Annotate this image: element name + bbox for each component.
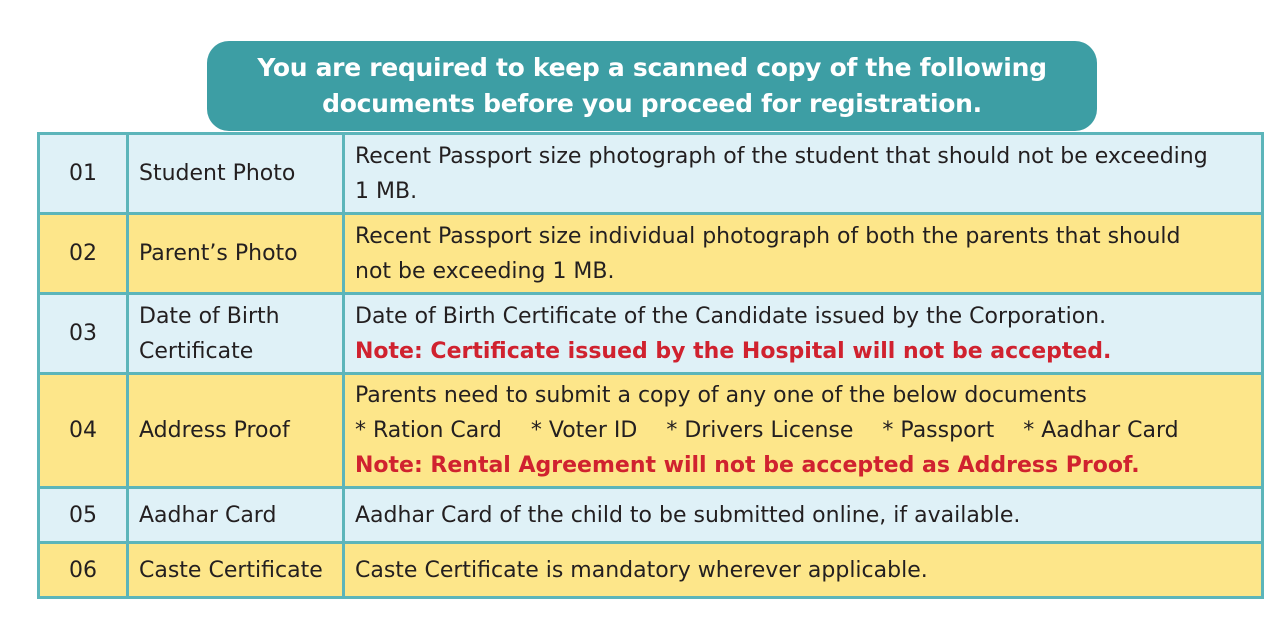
document-name-line: Date of Birth <box>139 303 280 329</box>
document-description <box>344 134 1263 214</box>
table-row <box>39 543 1263 598</box>
description-line: Parents need to submit a copy of any one of the below documents <box>355 383 1087 408</box>
table-row <box>39 488 1263 543</box>
description-line: Recent Passport size individual photograph of both the parents that should <box>355 223 1181 249</box>
header-line-1: You are required to keep a scanned copy of the following <box>257 53 1047 82</box>
header-banner <box>207 41 1097 131</box>
row-number: 04 <box>39 374 128 488</box>
description-line: Date of Birth Certificate of the Candidate issued by the Corporation. <box>355 303 1107 329</box>
accepted-document-item: * Passport <box>882 418 995 443</box>
table-row <box>39 294 1263 374</box>
document-name: Student Photo <box>128 134 344 214</box>
description-line: not be exceeding 1 MB. <box>355 258 615 284</box>
accepted-document-item: * Drivers License <box>666 418 854 443</box>
table-row <box>39 214 1263 294</box>
document-name: Caste Certificate <box>128 543 344 598</box>
table-row <box>39 374 1263 488</box>
description-line: 1 MB. <box>355 178 418 204</box>
document-name <box>128 294 344 374</box>
accepted-document-item: * Voter ID <box>530 418 638 443</box>
accepted-documents-list <box>355 413 1251 448</box>
row-number: 03 <box>39 294 128 374</box>
document-description <box>344 488 1263 543</box>
description-line: Aadhar Card of the child to be submitted online, if available. <box>355 502 1021 528</box>
document-description <box>344 374 1263 488</box>
description-line: Caste Certificate is mandatory wherever applicable. <box>355 557 928 583</box>
document-description <box>344 214 1263 294</box>
table-row <box>39 134 1263 214</box>
row-number: 01 <box>39 134 128 214</box>
accepted-document-item: * Ration Card <box>355 418 502 443</box>
row-number: 05 <box>39 488 128 543</box>
accepted-document-item: * Aadhar Card <box>1023 418 1179 443</box>
document-description <box>344 543 1263 598</box>
note-text: Note: Certificate issued by the Hospital will not be accepted. <box>355 338 1112 364</box>
note-text: Note: Rental Agreement will not be accepted as Address Proof. <box>355 453 1140 478</box>
description-line: Recent Passport size photograph of the student that should not be exceeding <box>355 143 1208 169</box>
row-number: 02 <box>39 214 128 294</box>
document-description <box>344 294 1263 374</box>
document-name: Parent’s Photo <box>128 214 344 294</box>
documents-table <box>37 132 1264 599</box>
row-number: 06 <box>39 543 128 598</box>
header-line-2: documents before you proceed for registration. <box>322 89 982 118</box>
document-name: Address Proof <box>128 374 344 488</box>
document-name-line: Certificate <box>139 338 254 364</box>
document-name: Aadhar Card <box>128 488 344 543</box>
